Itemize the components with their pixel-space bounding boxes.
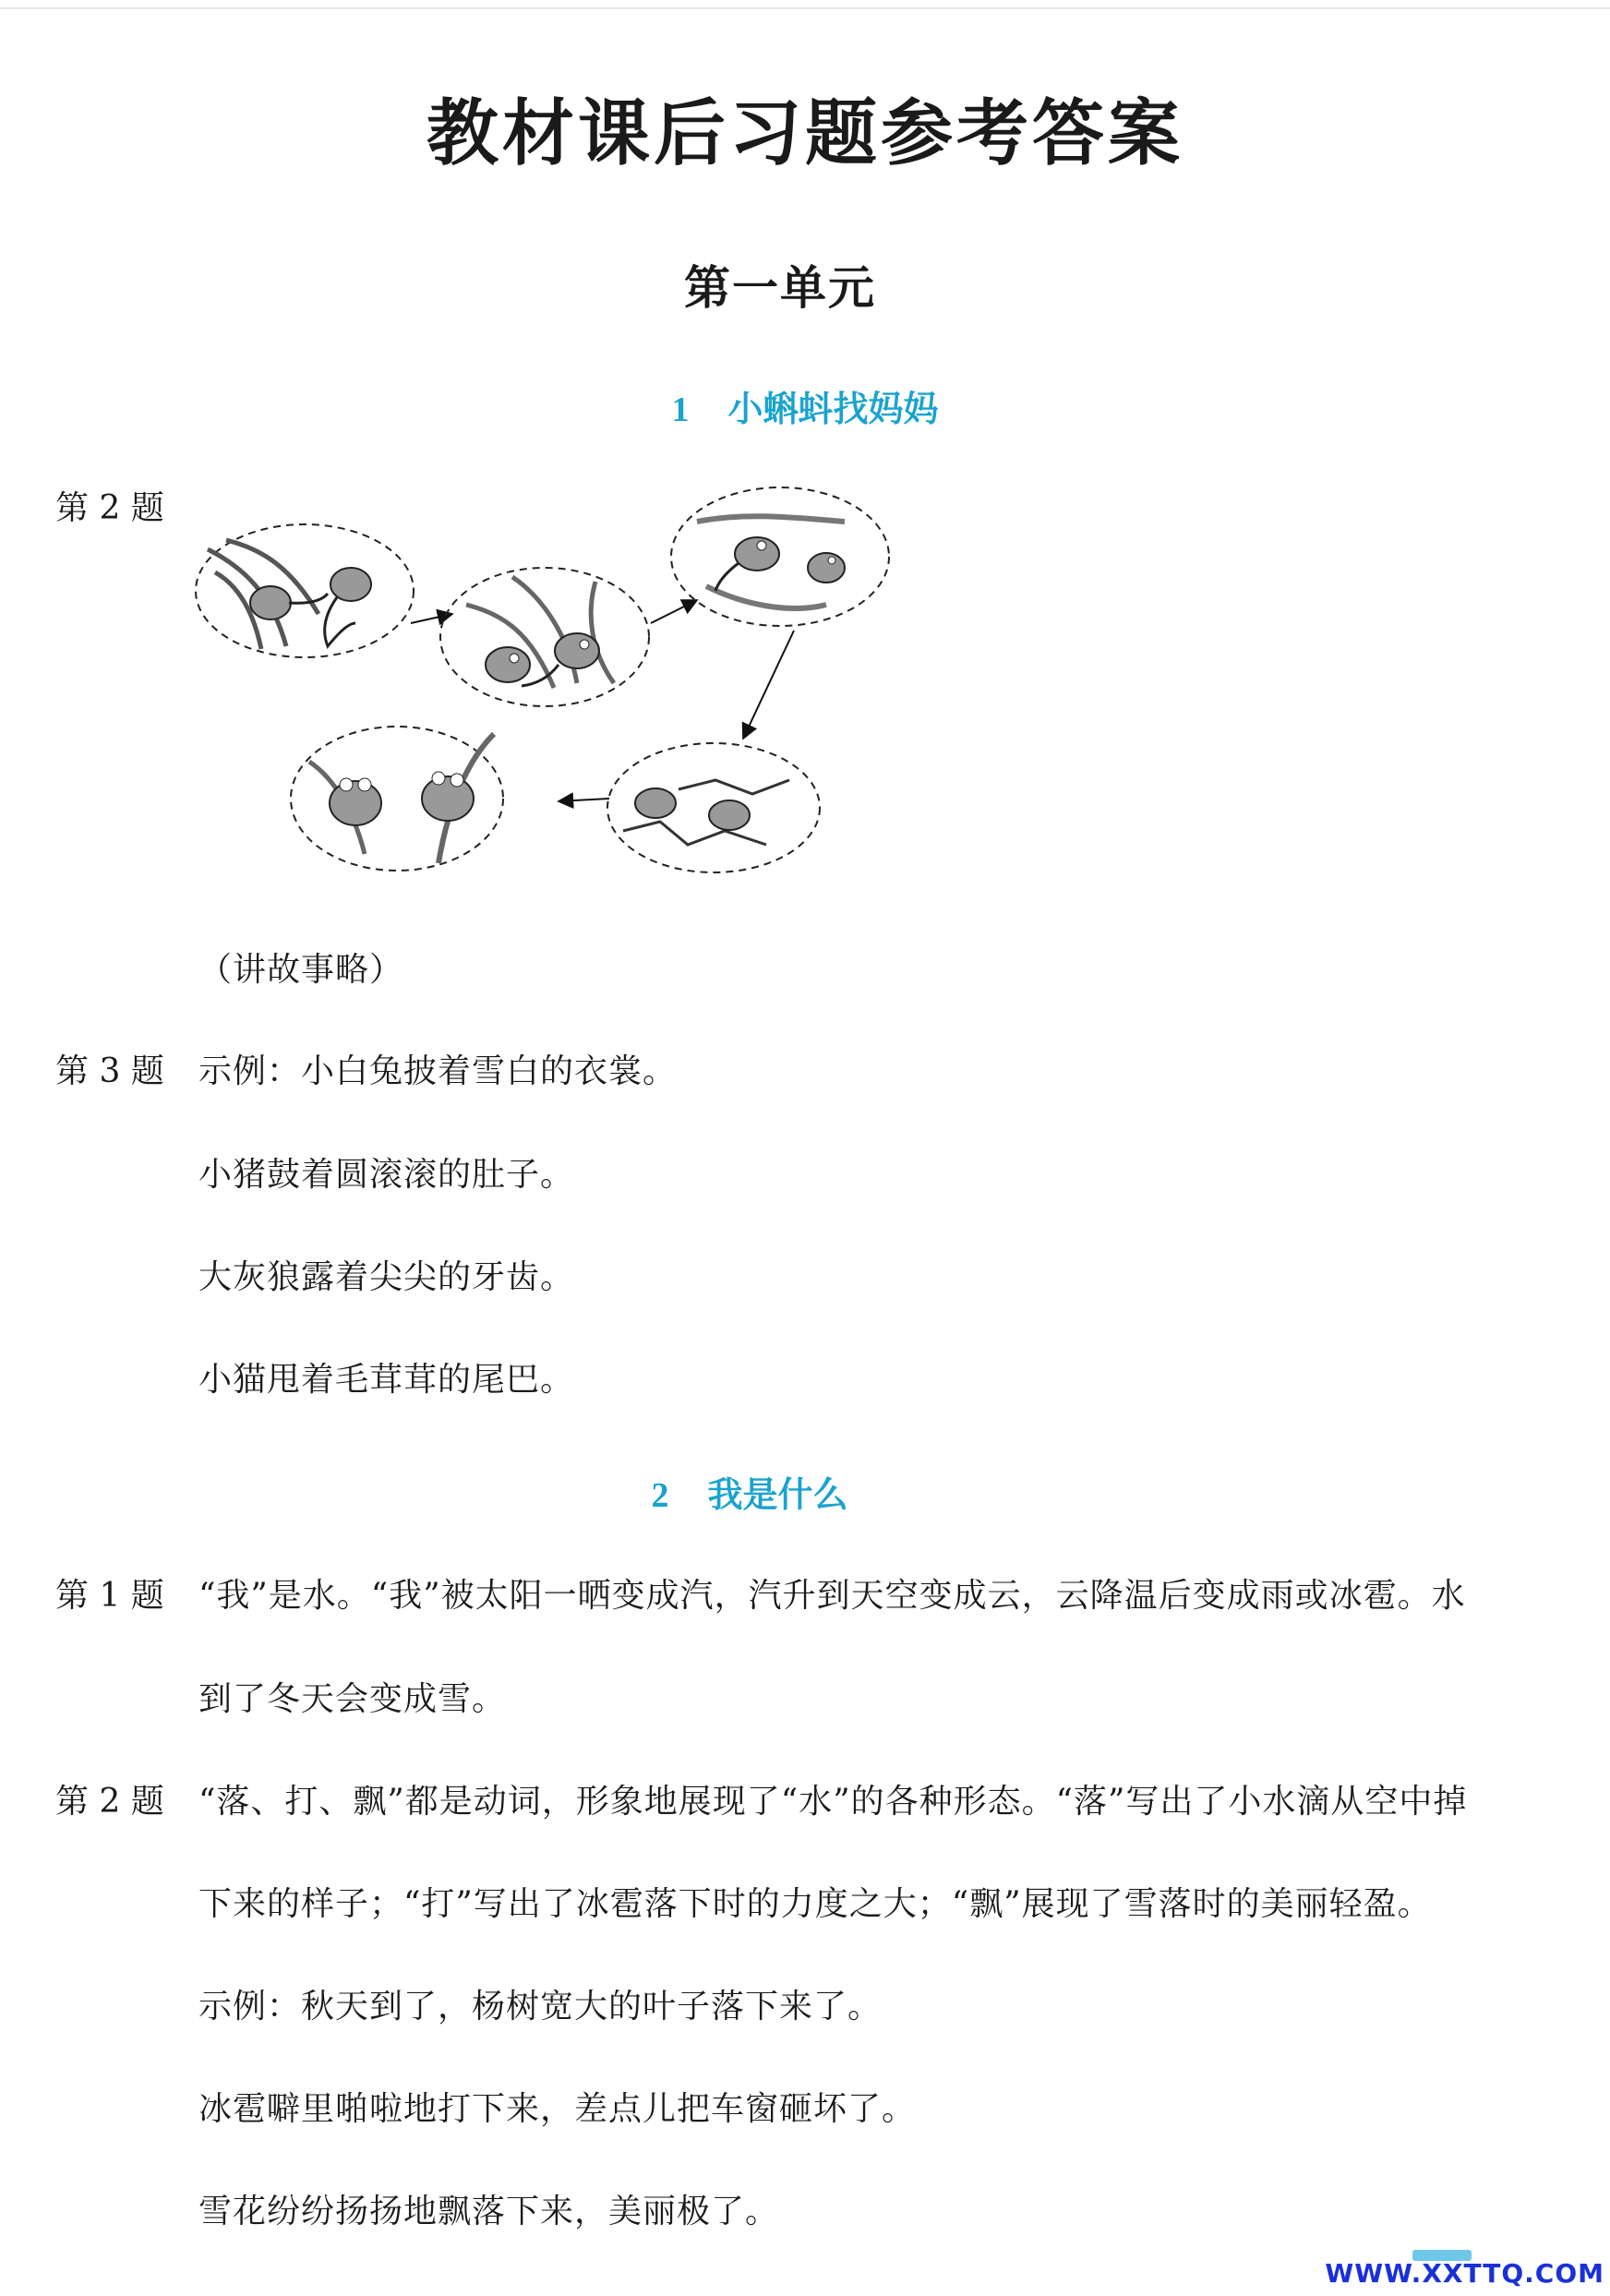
lesson-2-number: 2 [651,1476,669,1515]
lesson-1-q3-line: 小猪鼓着圆滚滚的肚子。 [198,1156,575,1194]
lesson-2-q2-label: 第 2 题 [55,1783,164,1821]
lesson-2-q2-line: 示例：秋天到了，杨树宽大的叶子落下来了。 [198,1988,883,2026]
lesson-1-heading [0,380,1610,431]
lesson-2-title: 我是什么 [707,1474,848,1515]
lesson-2-q1-label: 第 1 题 [55,1577,164,1615]
watermark-link[interactable]: WWW.XXTTQ.COM [1325,2258,1604,2289]
lesson-2-heading [0,1466,1555,1517]
unit-title: 第一单元 [684,260,876,315]
stage-1-tadpoles [196,524,414,657]
lesson-1-number: 1 [671,391,690,429]
lesson-1-title: 小蝌蚪找妈妈 [727,389,939,429]
top-divider [0,7,1610,9]
lesson-1-q2-label: 第 2 题 [55,489,164,527]
stage-5-frogs [291,727,503,871]
lesson-2-q2-line: 雪花纷纷扬扬地飘落下来，美丽极了。 [198,2193,780,2230]
lesson-1-q3-line: 大灰狼露着尖尖的牙齿。 [198,1258,575,1296]
lesson-1-q2-note: （讲故事略） [198,951,404,989]
stage-2-back-legs [440,568,649,706]
lesson-2-q1-line: “我”是水。“我”被太阳一晒变成汽，汽升到天空变成云，云降温后变成雨或冰雹。水 [198,1577,1466,1615]
lesson-1-q3-line: 示例：小白兔披着雪白的衣裳。 [198,1052,678,1090]
lesson-1-q3-label: 第 3 题 [55,1052,164,1090]
lesson-1-q3-line: 小猫甩着毛茸茸的尾巴。 [198,1361,575,1399]
document-title: 教材课后习题参考答案 [426,91,1183,175]
lesson-2-q2-line: 冰雹噼里啪啦地打下来，差点儿把车窗砸坏了。 [198,2090,917,2128]
stage-3-front-legs [671,487,889,626]
lesson-2-q1-line: 到了冬天会变成雪。 [198,1680,507,1718]
lesson-2-q2-line: 下来的样子；“打”写出了冰雹落下时的力度之大；“飘”展现了雪落时的美丽轻盈。 [198,1885,1432,1923]
tadpole-growth-diagram [189,485,928,891]
lesson-2-q2-line: “落、打、飘”都是动词，形象地展现了“水”的各种形态。“落”写出了小水滴从空中掉 [198,1783,1468,1821]
stage-4-young-frogs [607,743,820,872]
